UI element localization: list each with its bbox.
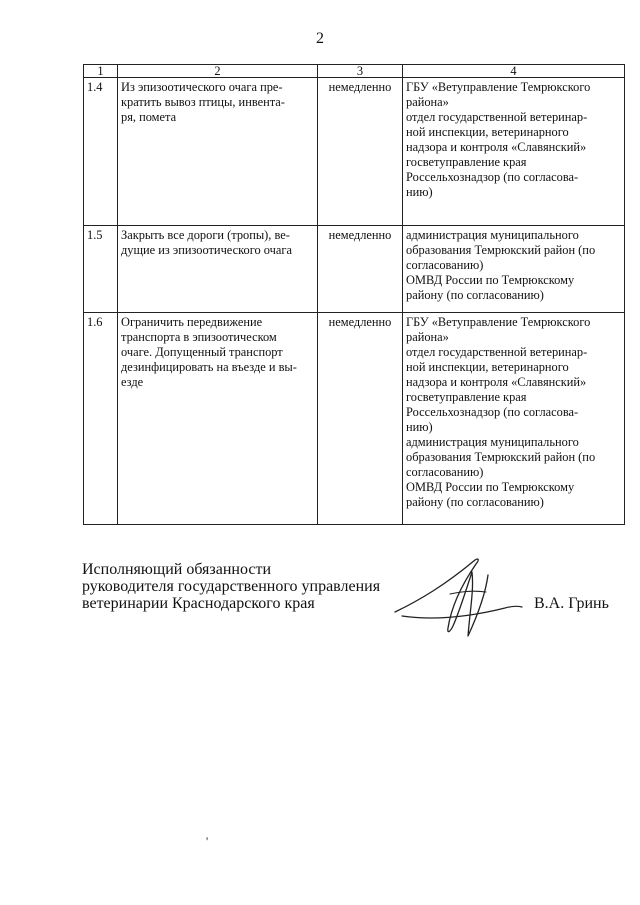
org-line: району (по согласованию) — [406, 495, 544, 509]
org-line: района» — [406, 95, 449, 109]
term-cell: немедленно — [318, 78, 403, 226]
org-line: нию) — [406, 420, 433, 434]
handwritten-signature — [390, 550, 530, 645]
table-row — [84, 78, 625, 226]
action-cell — [118, 78, 318, 226]
org-line: нию) — [406, 185, 433, 199]
action-line: очаге. Допущенный транспорт — [121, 345, 283, 359]
org-line: администрация муниципального — [406, 435, 579, 449]
org-line: отдел государственной ветеринар- — [406, 110, 588, 124]
header-cell: 4 — [403, 65, 625, 78]
responsible-cell — [403, 78, 625, 226]
table-row — [84, 313, 625, 525]
org-line: ОМВД России по Темрюкскому — [406, 273, 575, 287]
org-line: согласованию) — [406, 465, 484, 479]
action-cell — [118, 226, 318, 313]
header-cell: 1 — [84, 65, 118, 78]
org-line: согласованию) — [406, 258, 484, 272]
term-cell: немедленно — [318, 226, 403, 313]
action-line: ря, помета — [121, 110, 177, 124]
signatory-name: В.А. Гринь — [534, 595, 609, 612]
org-line: госветуправление края — [406, 155, 527, 169]
org-line: отдел государственной ветеринар- — [406, 345, 588, 359]
table-row — [84, 226, 625, 313]
action-line: езде — [121, 375, 144, 389]
org-line: надзора и контроля «Славянский» — [406, 375, 587, 389]
org-line: району (по согласованию) — [406, 288, 544, 302]
org-line: Россельхознадзор (по согласова- — [406, 170, 579, 184]
responsible-cell — [403, 226, 625, 313]
org-line: ГБУ «Ветуправление Темрюкского — [406, 315, 591, 329]
org-line: района» — [406, 330, 449, 344]
action-line: транспорта в эпизоотическом — [121, 330, 277, 344]
action-line: Из эпизоотического очага пре- — [121, 80, 283, 94]
page-number: 2 — [316, 30, 324, 47]
action-line: дезинфицировать на въезде и вы- — [121, 360, 297, 374]
table-header-row — [84, 65, 625, 78]
action-cell — [118, 313, 318, 525]
org-line: образования Темрюкский район (по — [406, 450, 596, 464]
org-line: Россельхознадзор (по согласова- — [406, 405, 579, 419]
header-cell: 3 — [318, 65, 403, 78]
org-line: надзора и контроля «Славянский» — [406, 140, 587, 154]
org-line: ной инспекции, ветеринарного — [406, 125, 569, 139]
signatory-title-line: руководителя государственного управления — [82, 578, 381, 595]
responsible-cell — [403, 313, 625, 525]
measures-table — [83, 64, 625, 525]
term-cell: немедленно — [318, 313, 403, 525]
action-line: Ограничить передвижение — [121, 315, 263, 329]
signatory-title — [82, 561, 380, 612]
org-line: ГБУ «Ветуправление Темрюкского — [406, 80, 591, 94]
org-line: госветуправление края — [406, 390, 527, 404]
action-line: кратить вывоз птицы, инвента- — [121, 95, 285, 109]
org-line: ОМВД России по Темрюкскому — [406, 480, 575, 494]
row-number: 1.5 — [84, 226, 118, 313]
org-line: ной инспекции, ветеринарного — [406, 360, 569, 374]
signatory-title-line: ветеринарии Краснодарского края — [82, 595, 315, 612]
org-line: образования Темрюкский район (по — [406, 243, 596, 257]
org-line: администрация муниципального — [406, 228, 579, 242]
action-line: дущие из эпизоотического очага — [121, 243, 292, 257]
header-cell: 2 — [118, 65, 318, 78]
footer-mark: ' — [206, 834, 209, 848]
action-line: Закрыть все дороги (тропы), ве- — [121, 228, 290, 242]
row-number: 1.4 — [84, 78, 118, 226]
row-number: 1.6 — [84, 313, 118, 525]
signatory-title-line: Исполняющий обязанности — [82, 561, 272, 578]
